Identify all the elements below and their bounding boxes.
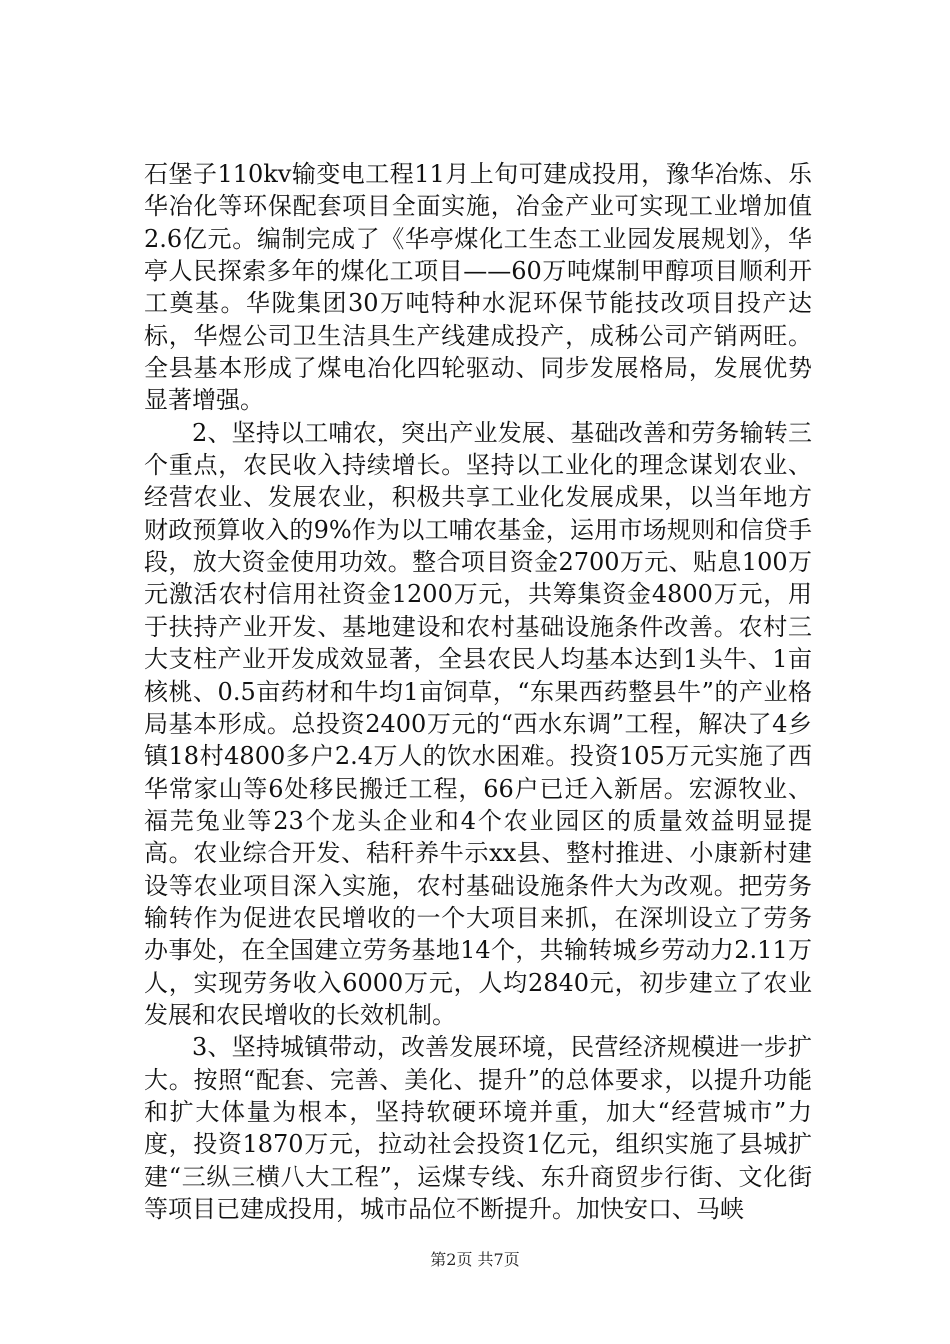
paragraph-3: 3、坚持城镇带动，改善发展环境，民营经济规模进一步扩大。按照“配套、完善、美化、提升”的总体要求，以提升功能和扩大体量为根本，坚持软硬环境并重，加大“经营城市”力度，投资1870万元，拉动社会投资1亿元，组织实施了县城扩建“三纵三横八大工程”，运煤专线、东升商贸步行街、文化街等项目已建成投用，城市品位不断提升。加快安口、马峡 (144, 1033, 812, 1223)
document-body (144, 158, 812, 1225)
paragraph-1: 石堡子110kv输变电工程11月上旬可建成投用，豫华冶炼、乐华冶化等环保配套项目全面实施，冶金产业可实现工业增加值2.6亿元。编制完成了《华亭煤化工生态工业园发展规划》，华亭人民探索多年的煤化工项目——60万吨煤制甲醇项目顺利开工奠基。华陇集团30万吨特种水泥环保节能技改项目投产达标，华煜公司卫生洁具生产线建成投产，成秭公司产销两旺。全县基本形成了煤电冶化四轮驱动、同步发展格局，发展优势显著增强。 (144, 160, 812, 415)
paragraph-2: 2、坚持以工哺农，突出产业发展、基础改善和劳务输转三个重点，农民收入持续增长。坚持以工业化的理念谋划农业、经营农业、发展农业，积极共享工业化发展成果，以当年地方财政预算收入的9%作为以工哺农基金，运用市场规则和信贷手段，放大资金使用功效。整合项目资金2700万元、贴息100万元激活农村信用社资金1200万元，共筹集资金4800万元，用于扶持产业开发、基地建设和农村基础设施条件改善。农村三大支柱产业开发成效显著，全县农民人均基本达到1头牛、1亩核桃、0.5亩药材和牛均1亩饲草，“东果西药整县牛”的产业格局基本形成。总投资2400万元的“西水东调”工程，解决了4乡镇18村4800多户2.4万人的饮水困难。投资105万元实施了西华常家山等6处移民搬迁工程，66户已迁入新居。宏源牧业、福芫兔业等23个龙头企业和4个农业园区的质量效益明显提高。农业综合开发、秸秆养牛示xx县、整村推进、小康新村建设等农业项目深入实施，农村基础设施条件大为改观。把劳务输转作为促进农民增收的一个大项目来抓，在深圳设立了劳务办事处，在全国建立劳务基地14个，共输转城乡劳动力2.11万人，实现劳务收入6000万元，人均2840元，初步建立了农业发展和农民增收的长效机制。 (144, 418, 812, 1029)
page-footer: 第2页 共7页 (430, 1250, 520, 1269)
